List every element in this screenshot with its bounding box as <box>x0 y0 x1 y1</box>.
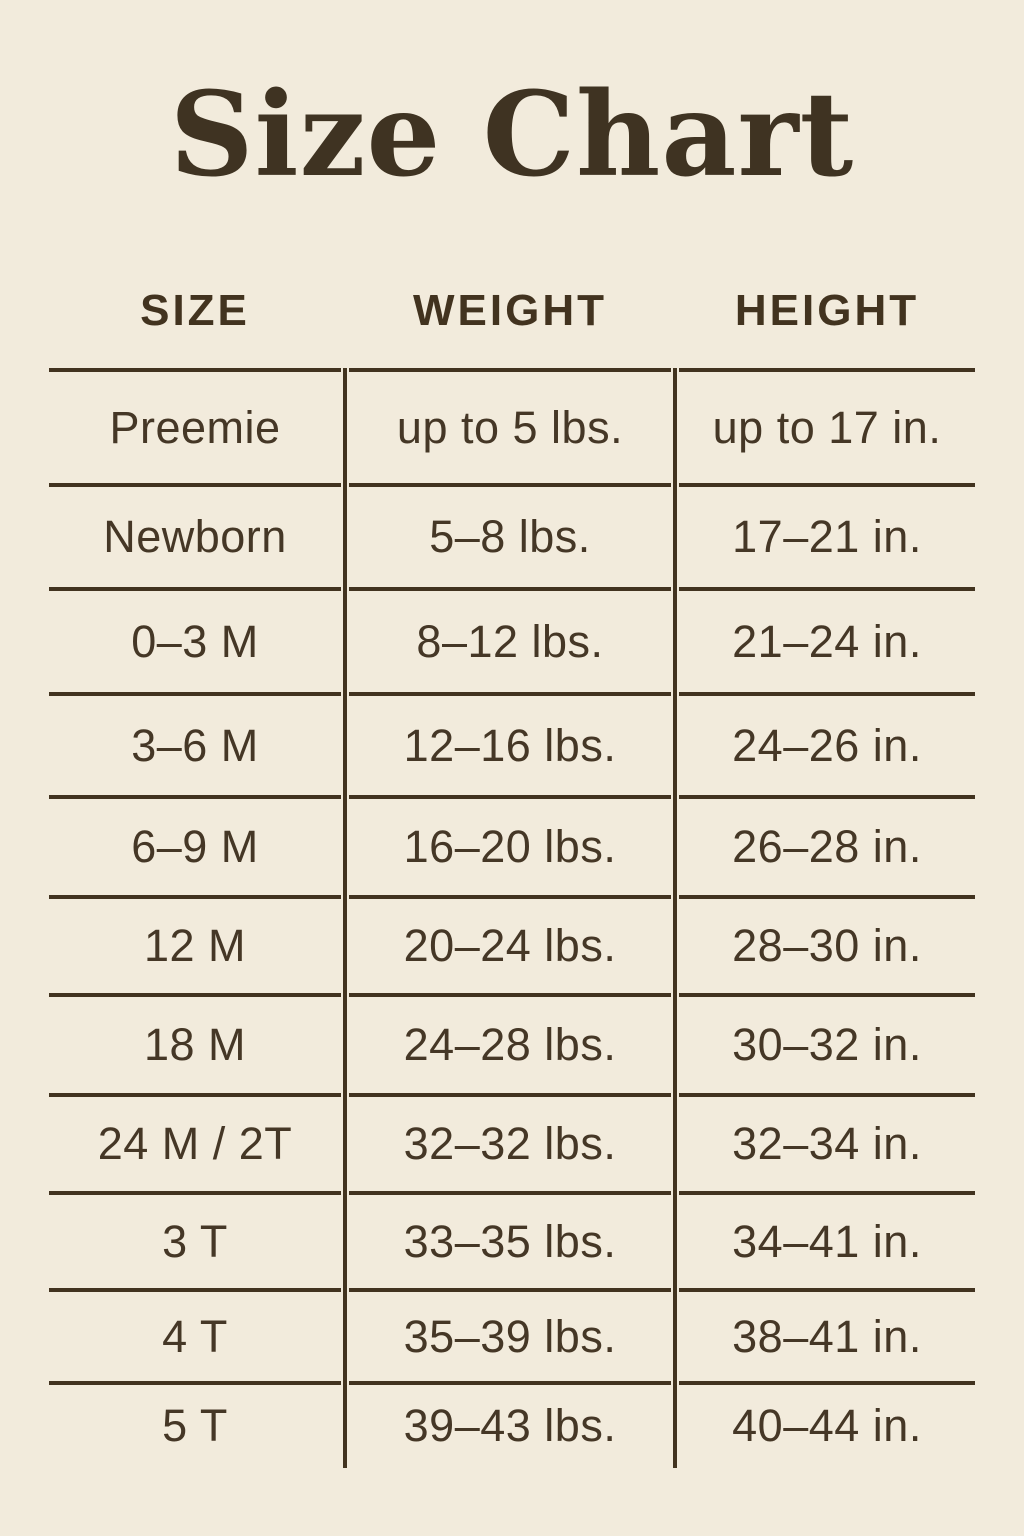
table-cell: up to 5 lbs. <box>349 368 671 483</box>
table-cell: 0–3 M <box>49 587 341 692</box>
table-cell: up to 17 in. <box>679 368 975 483</box>
table-cell: 38–41 in. <box>679 1288 975 1381</box>
table-cell: 5 T <box>49 1381 341 1467</box>
table-cell: 3–6 M <box>49 692 341 795</box>
table-cell: 5–8 lbs. <box>349 483 671 587</box>
table-cell: 4 T <box>49 1288 341 1381</box>
table-cell: 12–16 lbs. <box>349 692 671 795</box>
table-cell: 16–20 lbs. <box>349 795 671 895</box>
table-cell: 33–35 lbs. <box>349 1191 671 1288</box>
size-table <box>49 268 975 1467</box>
table-cell: 39–43 lbs. <box>349 1381 671 1467</box>
table-cell: 20–24 lbs. <box>349 895 671 993</box>
table-cell: 12 M <box>49 895 341 993</box>
page-title: Size Chart <box>169 67 855 203</box>
column-header-height: HEIGHT <box>734 286 920 335</box>
column-divider-line <box>673 368 677 1468</box>
table-cell: 3 T <box>49 1191 341 1288</box>
table-cell: 32–32 lbs. <box>349 1093 671 1191</box>
table-cell: 18 M <box>49 993 341 1093</box>
table-cell: Preemie <box>49 368 341 483</box>
table-cell: 28–30 in. <box>679 895 975 993</box>
table-cell: 34–41 in. <box>679 1191 975 1288</box>
table-cell: 26–28 in. <box>679 795 975 895</box>
table-cell: 35–39 lbs. <box>349 1288 671 1381</box>
table-cell: 30–32 in. <box>679 993 975 1093</box>
table-cell: 21–24 in. <box>679 587 975 692</box>
table-cell: Newborn <box>49 483 341 587</box>
table-cell: 6–9 M <box>49 795 341 895</box>
table-cell: 24–26 in. <box>679 692 975 795</box>
table-cell: 40–44 in. <box>679 1381 975 1467</box>
table-cell: 8–12 lbs. <box>349 587 671 692</box>
column-header-weight: WEIGHT <box>413 286 607 335</box>
table-cell: 32–34 in. <box>679 1093 975 1191</box>
column-divider-line <box>343 368 347 1468</box>
table-cell: 24 M / 2T <box>49 1093 341 1191</box>
table-cell: 24–28 lbs. <box>349 993 671 1093</box>
column-header-size: SIZE <box>140 286 250 335</box>
table-cell: 17–21 in. <box>679 483 975 587</box>
